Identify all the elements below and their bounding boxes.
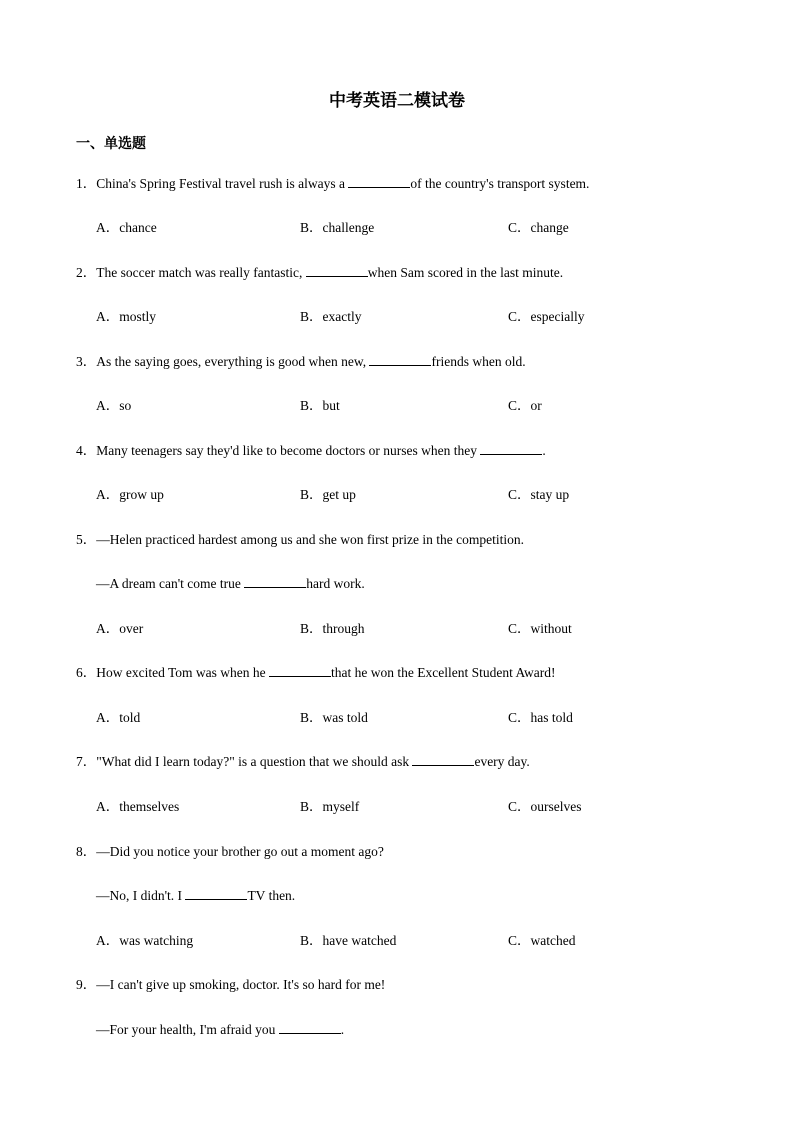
question-dialogue-line: —I can't give up smoking, doctor. It's so hard for me! bbox=[96, 977, 386, 992]
option-a[interactable]: A．mostly bbox=[96, 309, 157, 324]
question-text-before: "What did I learn today?" is a question that we should ask bbox=[96, 754, 413, 769]
answer-blank bbox=[480, 442, 542, 455]
question-number: 7． bbox=[76, 754, 97, 769]
option-b[interactable]: B．get up bbox=[300, 487, 356, 502]
question-5 bbox=[76, 531, 524, 549]
answer-blank bbox=[279, 1021, 341, 1034]
question-text-after: every day. bbox=[474, 754, 530, 769]
question-text-before: China's Spring Festival travel rush is always a bbox=[96, 176, 349, 191]
option-b[interactable]: B．have watched bbox=[300, 933, 397, 948]
question-4 bbox=[76, 442, 546, 460]
question-text-before: How excited Tom was when he bbox=[96, 665, 270, 680]
question-text-after: . bbox=[340, 1022, 345, 1037]
question-text-before: Many teenagers say they'd like to become doctors or nurses when they bbox=[96, 443, 481, 458]
question-text-after: . bbox=[542, 443, 546, 458]
option-c[interactable]: C．ourselves bbox=[508, 799, 582, 814]
option-c[interactable]: C．especially bbox=[508, 309, 585, 324]
option-a[interactable]: A．over bbox=[96, 621, 144, 636]
option-b[interactable]: B．myself bbox=[300, 799, 360, 814]
question-7 bbox=[76, 753, 530, 771]
option-b[interactable]: B．but bbox=[300, 398, 340, 413]
option-a[interactable]: A．told bbox=[96, 710, 141, 725]
question-9-reply bbox=[96, 1021, 344, 1039]
question-text-before: As the saying goes, everything is good when new, bbox=[96, 354, 370, 369]
question-text-before: The soccer match was really fantastic, bbox=[96, 265, 306, 280]
question-number: 4． bbox=[76, 443, 97, 458]
question-dialogue-line: —Did you notice your brother go out a moment ago? bbox=[96, 844, 384, 859]
question-dialogue-line: —Helen practiced hardest among us and she won first prize in the competition. bbox=[96, 532, 524, 547]
question-number: 9． bbox=[76, 977, 97, 992]
option-c[interactable]: C．change bbox=[508, 220, 569, 235]
question-1 bbox=[76, 175, 589, 193]
option-a[interactable]: A．chance bbox=[96, 220, 157, 235]
question-text-before: —For your health, I'm afraid you bbox=[96, 1022, 279, 1037]
section-heading: 一、单选题 bbox=[76, 136, 146, 152]
question-text-after: that he won the Excellent Student Award! bbox=[331, 665, 556, 680]
option-b[interactable]: B．challenge bbox=[300, 220, 375, 235]
question-text-before: —A dream can't come true bbox=[96, 576, 245, 591]
question-3 bbox=[76, 353, 526, 371]
question-number: 8． bbox=[76, 844, 97, 859]
answer-blank bbox=[269, 664, 331, 677]
option-a[interactable]: A．was watching bbox=[96, 933, 194, 948]
question-number: 1． bbox=[76, 176, 97, 191]
question-2 bbox=[76, 264, 563, 282]
page-title: 中考英语二模试卷 bbox=[329, 91, 465, 111]
option-a[interactable]: A．grow up bbox=[96, 487, 164, 502]
question-text-after: friends when old. bbox=[431, 354, 526, 369]
question-8 bbox=[76, 843, 384, 861]
question-6 bbox=[76, 664, 555, 682]
option-c[interactable]: C．watched bbox=[508, 933, 576, 948]
question-number: 6． bbox=[76, 665, 97, 680]
option-a[interactable]: A．so bbox=[96, 398, 132, 413]
option-b[interactable]: B．was told bbox=[300, 710, 368, 725]
answer-blank bbox=[412, 753, 474, 766]
question-text-after: hard work. bbox=[306, 576, 365, 591]
answer-blank bbox=[185, 887, 247, 900]
option-c[interactable]: C．without bbox=[508, 621, 572, 636]
question-text-after: TV then. bbox=[247, 888, 296, 903]
option-a[interactable]: A．themselves bbox=[96, 799, 180, 814]
question-text-after: of the country's transport system. bbox=[410, 176, 590, 191]
question-number: 2． bbox=[76, 265, 97, 280]
question-text-before: —No, I didn't. I bbox=[96, 888, 186, 903]
question-9 bbox=[76, 976, 385, 994]
answer-blank bbox=[244, 575, 306, 588]
option-b[interactable]: B．exactly bbox=[300, 309, 362, 324]
question-number: 5． bbox=[76, 532, 97, 547]
question-8-reply bbox=[96, 887, 295, 905]
option-c[interactable]: C．stay up bbox=[508, 487, 570, 502]
option-b[interactable]: B．through bbox=[300, 621, 365, 636]
question-5-reply bbox=[96, 575, 365, 593]
answer-blank bbox=[306, 264, 368, 277]
answer-blank bbox=[348, 175, 410, 188]
question-text-after: when Sam scored in the last minute. bbox=[367, 265, 564, 280]
answer-blank bbox=[369, 353, 431, 366]
option-c[interactable]: C．or bbox=[508, 398, 542, 413]
question-number: 3． bbox=[76, 354, 97, 369]
option-c[interactable]: C．has told bbox=[508, 710, 573, 725]
